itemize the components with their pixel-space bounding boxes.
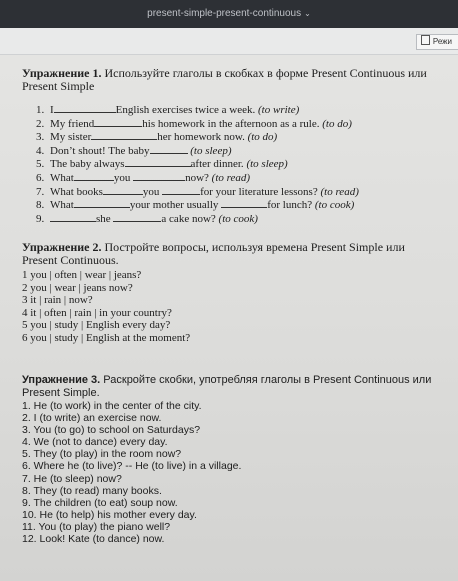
list-item: 7. He (to sleep) now? (22, 472, 122, 485)
item-text: English exercises twice a week. (115, 104, 256, 116)
item-number: 2. (36, 117, 45, 130)
answer-blank[interactable] (221, 198, 267, 208)
item-text: your mother usually (129, 199, 219, 212)
item-text: you (113, 171, 131, 184)
list-item (36, 212, 442, 226)
list-item: 9. The children (to eat) soup now. (22, 496, 178, 509)
list-item: 3. You (to go) to school on Saturdays? (22, 424, 201, 437)
exercise-2-list (22, 269, 442, 345)
list-item: 6. Where he (to live)? -- He (to live) in a village. (22, 460, 242, 473)
list-item: 10. He (to help) his mother every day. (22, 508, 197, 521)
item-text: I (50, 104, 54, 116)
answer-blank[interactable] (162, 185, 200, 195)
exercise-1-list (36, 103, 442, 225)
exercise-2 (22, 241, 442, 345)
item-hint: (to do) (322, 117, 352, 130)
list-item: 12. Look! Kate (to dance) now. (22, 533, 165, 546)
list-item: 6 you | study | English at the moment? (22, 331, 191, 344)
item-hint: (to cook) (314, 199, 355, 212)
item-text: What books (50, 185, 103, 198)
reader-mode-label: Режи (432, 37, 452, 46)
answer-blank[interactable] (94, 117, 142, 127)
list-item: 3 it | rain | now? (22, 294, 93, 307)
answer-blank[interactable] (125, 157, 191, 167)
list-item (36, 103, 442, 117)
item-hint: (to read) (211, 171, 251, 184)
item-hint: (to sleep) (246, 158, 288, 171)
page-icon (421, 35, 430, 45)
chevron-down-icon[interactable]: ⌄ (304, 9, 311, 18)
reader-mode-button[interactable] (416, 34, 458, 50)
item-text: a cake now? (161, 212, 216, 225)
answer-blank[interactable] (91, 130, 157, 140)
document-page (0, 55, 458, 581)
list-item (36, 117, 442, 131)
list-item: 1. He (to work) in the center of the city. (22, 400, 202, 412)
item-hint: (to read) (320, 185, 359, 198)
window-title-bar (0, 0, 458, 28)
list-item (36, 198, 442, 212)
item-text: now? (185, 171, 209, 184)
item-text: she (96, 212, 111, 225)
exercise-3-list (22, 400, 442, 545)
item-number: 1. (36, 104, 45, 116)
item-number: 4. (36, 144, 45, 157)
list-item: 2. I (to write) an exercise now. (22, 412, 162, 425)
list-item (36, 157, 442, 171)
item-hint: (to cook) (218, 212, 258, 225)
answer-blank[interactable] (133, 171, 185, 181)
answer-blank[interactable] (103, 185, 143, 195)
item-text: you (142, 185, 160, 198)
item-hint: (to write) (258, 104, 300, 116)
list-item: 1 you | often | wear | jeans? (22, 269, 142, 281)
list-item: 5 you | study | English every day? (22, 319, 171, 332)
list-item (36, 144, 442, 158)
item-number: 5. (36, 158, 45, 171)
item-number: 6. (36, 171, 45, 184)
list-item (36, 130, 442, 144)
list-item: 4 it | often | rain | in your country? (22, 306, 172, 319)
item-text: for your literature lessons? (200, 185, 318, 198)
item-number: 7. (36, 185, 45, 198)
item-text: her homework now. (157, 131, 245, 144)
item-text: The baby always (50, 158, 125, 171)
item-text: Don’t shout! The baby (50, 144, 150, 157)
answer-blank[interactable] (50, 212, 96, 222)
list-item: 11. You (to play) the piano well? (22, 520, 171, 533)
answer-blank[interactable] (113, 212, 161, 222)
item-number: 3. (36, 131, 45, 144)
item-text: for lunch? (267, 199, 313, 212)
answer-blank[interactable] (74, 171, 114, 181)
item-text: My friend (50, 117, 95, 130)
answer-blank[interactable] (54, 103, 116, 113)
toolbar (0, 28, 458, 55)
item-number: 9. (36, 212, 45, 225)
exercise-3-heading: Упражнение 3. Раскройте скобки, употребляя глаголы в Present Continuous или Present Simple. (22, 374, 432, 399)
item-text: after dinner. (190, 158, 244, 171)
exercise-1-heading: Упражнение 1. Используйте глаголы в скобках в форме Present Continuous или Present Simple (22, 66, 427, 93)
list-item (36, 185, 442, 199)
list-item: 5. They (to play) in the room now? (22, 448, 182, 461)
answer-blank[interactable] (150, 144, 188, 154)
exercise-3 (22, 374, 442, 545)
item-number: 8. (36, 199, 45, 212)
exercise-2-heading: Упражнение 2. Постройте вопросы, используя времена Present Simple или Present Continuous. (22, 240, 405, 267)
list-item (36, 171, 442, 185)
window-title: present-simple-present-continuous (147, 8, 302, 19)
item-hint: (to sleep) (190, 144, 232, 157)
list-item: 8. They (to read) many books. (22, 484, 162, 497)
answer-blank[interactable] (74, 198, 130, 208)
item-hint: (to do) (247, 131, 278, 144)
item-text: What (50, 199, 74, 212)
item-text: What (50, 171, 74, 184)
list-item: 2 you | wear | jeans now? (22, 281, 133, 294)
exercise-1 (22, 67, 442, 225)
item-text: his homework in the afternoon as a rule. (142, 117, 320, 130)
item-text: My sister (50, 131, 92, 144)
list-item: 4. We (not to dance) every day. (22, 436, 168, 449)
